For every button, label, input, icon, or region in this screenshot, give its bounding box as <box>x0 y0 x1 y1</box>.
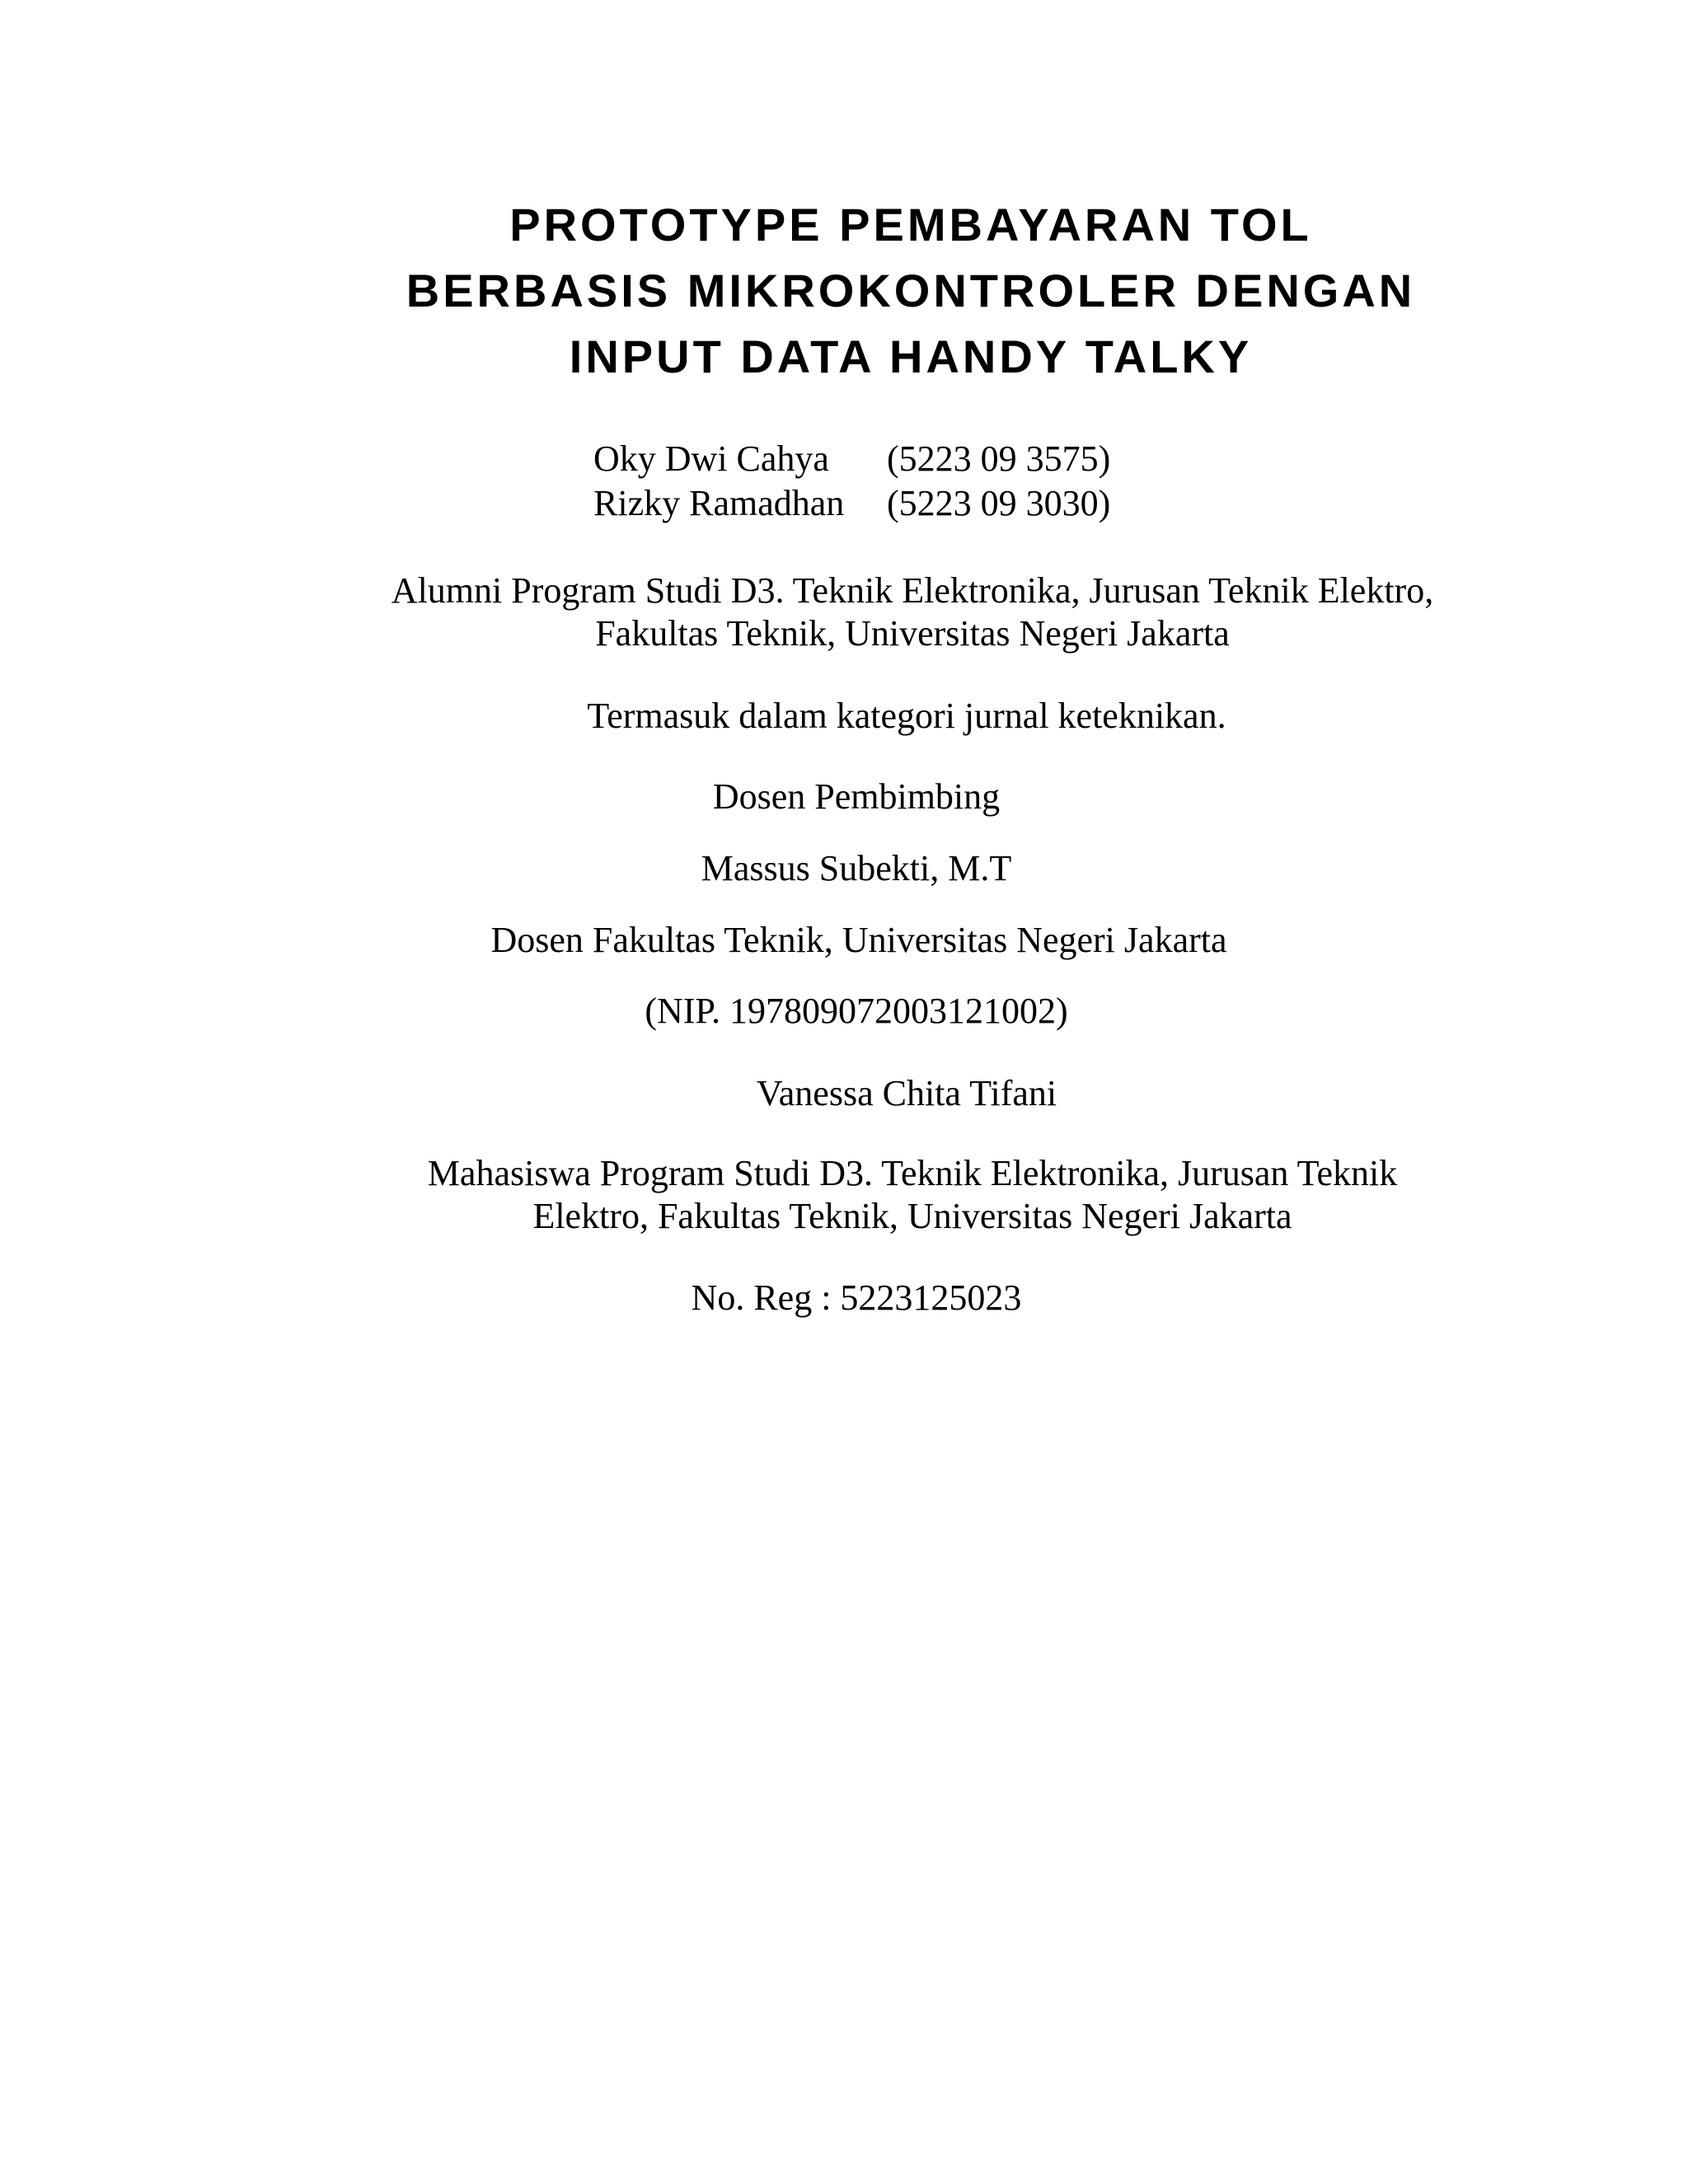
affiliation-line-2: Fakultas Teknik, Universitas Negeri Jakarta <box>595 613 1230 654</box>
title-line-3: INPUT DATA HANDY TALKY <box>569 330 1253 382</box>
student-program-line-2: Elektro, Fakultas Teknik, Universitas Negeri Jakarta <box>532 1196 1292 1236</box>
authors-table <box>593 437 1110 526</box>
supervisor-position: Dosen Fakultas Teknik, Universitas Negeri Jakarta <box>490 920 1227 960</box>
supervisor-name: Massus Subekti, M.T <box>701 848 1012 888</box>
supervisor-nip: (NIP. 197809072003121002) <box>645 991 1068 1031</box>
title-line-2: BERBASIS MIKROKONTROLER DENGAN <box>406 265 1416 316</box>
author-row <box>593 437 1110 481</box>
author-id: (5223 09 3030) <box>887 483 1111 523</box>
category-note: Termasuk dalam kategori jurnal keteknikan. <box>587 696 1226 736</box>
supervisor-heading: Dosen Pembimbing <box>712 776 1001 817</box>
student-name: Vanessa Chita Tifani <box>756 1073 1057 1113</box>
title-line-1: PROTOTYPE PEMBAYARAN TOL <box>509 199 1312 251</box>
student-reg-number: No. Reg : 5223125023 <box>691 1277 1022 1318</box>
student-program-line-1: Mahasiswa Program Studi D3. Teknik Elektronika, Jurusan Teknik <box>427 1153 1398 1193</box>
author-name: Rizky Ramadhan <box>593 483 845 523</box>
affiliation-line-1: Alumni Program Studi D3. Teknik Elektronika, Jurusan Teknik Elektro, <box>391 570 1434 611</box>
author-row <box>593 481 1110 526</box>
author-id: (5223 09 3575) <box>887 438 1111 479</box>
author-name: Oky Dwi Cahya <box>593 438 829 479</box>
